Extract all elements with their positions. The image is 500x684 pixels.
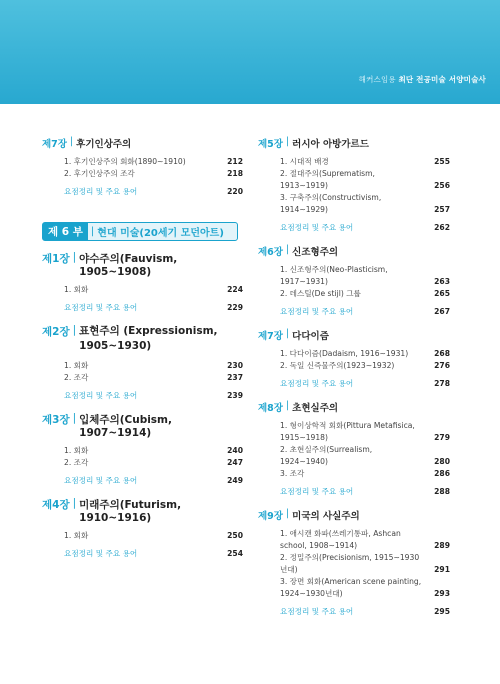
toc-entry[interactable]: 3. 구축주의(Constructivism, 1914~1929) 257 <box>280 193 450 214</box>
toc-entry[interactable]: 1. 다다이즘(Dadaism, 1916~1931) 268 <box>280 349 450 358</box>
toc-entry[interactable]: 2. 독일 신즉물주의(1923~1932) 276 <box>280 361 450 370</box>
toc-entry[interactable]: 1. 애시캔 화파(쓰레기통파, Ashcan school, 1908~1914) 289 <box>280 529 450 550</box>
chapter-title: 입체주의(Cubism, 1907~1914) <box>79 414 172 439</box>
toc-entry[interactable]: 2. 데스틸(De stijl) 그룹 265 <box>280 289 450 298</box>
toc-entry[interactable]: 1. 후기인상주의 회화(1890~1910) 212 <box>64 157 243 166</box>
chapter-heading: 제3장 | 입체주의(Cubism, 1907~1914) <box>42 412 243 439</box>
chapter-number: 제6장 <box>258 247 283 258</box>
toc-entry[interactable]: 1. 회화 224 <box>64 285 243 294</box>
toc-entry[interactable]: 1. 시대적 배경 255 <box>280 157 450 166</box>
chapter-heading: 제8장 | 초현실주의 <box>258 400 339 414</box>
book-series-title: 최단 전공미술 서양미술사 <box>398 75 486 84</box>
toc-summary-entry[interactable]: 요점정리 및 주요 용어 262 <box>280 223 450 232</box>
chapter-number: 제4장 <box>42 499 70 511</box>
chapter-number: 제2장 <box>42 326 70 338</box>
chapter-number: 제7장 <box>258 331 283 342</box>
chapter-heading: 제7장 | 다다이즘 <box>258 328 329 342</box>
toc-entry[interactable]: 2. 초현실주의(Surrealism, 1924~1940) 280 <box>280 445 450 466</box>
chapter-title: 신조형주의 <box>292 247 339 258</box>
toc-summary-entry[interactable]: 요점정리 및 주요 용어 229 <box>64 303 243 312</box>
toc-summary-entry[interactable]: 요점정리 및 주요 용어 220 <box>64 187 243 196</box>
chapter-heading: 제1장 | 야수주의(Fauvism, 1905~1908) <box>42 251 243 278</box>
chapter-heading: 제5장 | 러시아 아방가르드 <box>258 136 369 150</box>
chapter-title: 초현실주의 <box>292 403 339 414</box>
chapter-number: 제3장 <box>42 414 70 426</box>
chapter-title: 후기인상주의 <box>76 139 132 150</box>
toc-entry[interactable]: 3. 조각 286 <box>280 469 450 478</box>
toc-entry[interactable]: 2. 조각 247 <box>64 458 243 467</box>
chapter-heading: 제6장 | 신조형주의 <box>258 244 339 258</box>
chapter-title: 미래주의(Futurism, 1910~1916) <box>79 499 182 524</box>
toc-entry[interactable]: 2. 조각 237 <box>64 373 243 382</box>
chapter-heading: 제9장 | 미국의 사실주의 <box>258 508 360 522</box>
toc-entry[interactable]: 3. 장면 회화(American scene painting, 1924~1930년대) 293 <box>280 577 450 598</box>
toc-summary-entry[interactable]: 요점정리 및 주요 용어 288 <box>280 487 450 496</box>
toc-entry[interactable]: 2. 후기인상주의 조각 218 <box>64 169 243 178</box>
running-header <box>359 74 486 85</box>
toc-summary-entry[interactable]: 요점정리 및 주요 용어 278 <box>280 379 450 388</box>
chapter-heading: 제4장 | 미래주의(Futurism, 1910~1916) <box>42 497 243 524</box>
toc-entry[interactable]: 2. 정밀주의(Precisionism, 1915~1930년대) 291 <box>280 553 450 574</box>
chapter-number: 제5장 <box>258 139 283 150</box>
toc-entry[interactable]: 1. 회화 240 <box>64 446 243 455</box>
toc-summary-entry[interactable]: 요점정리 및 주요 용어 295 <box>280 607 450 616</box>
part-title: 현대 미술(20세기 모던아트) <box>97 228 224 239</box>
chapter-number: 제1장 <box>42 253 70 265</box>
toc-left-column <box>42 136 243 560</box>
toc-entry[interactable]: 1. 회화 230 <box>64 361 243 370</box>
part-banner: 제 6 부 | 현대 미술(20세기 모던아트) <box>42 222 238 241</box>
chapter-title: 미국의 사실주의 <box>292 511 360 522</box>
chapter-title: 야수주의(Fauvism, 1905~1908) <box>79 253 178 278</box>
chapter-heading: 제2장 | 표현주의 (Expressionism, 1905~1930) <box>42 324 243 354</box>
toc-right-column <box>258 136 450 618</box>
toc-summary-entry[interactable]: 요점정리 및 주요 용어 249 <box>64 476 243 485</box>
toc-entry[interactable]: 2. 절대주의(Suprematism, 1913~1919) 256 <box>280 169 450 190</box>
toc-entry[interactable]: 1. 형이상학적 회화(Pittura Metafisica, 1915~1918) 279 <box>280 421 450 442</box>
toc-summary-entry[interactable]: 요점정리 및 주요 용어 239 <box>64 391 243 400</box>
chapter-heading: 제7장 | 후기인상주의 <box>42 136 132 150</box>
toc-summary-entry[interactable]: 요점정리 및 주요 용어 267 <box>280 307 450 316</box>
publisher-name: 해커스임용 <box>358 75 396 84</box>
part-number: 제 6 부 <box>43 223 88 240</box>
header-band <box>0 0 500 104</box>
chapter-title: 표현주의 (Expressionism, 1905~1930) <box>79 325 218 352</box>
chapter-number: 제8장 <box>258 403 283 414</box>
chapter-number: 제9장 <box>258 511 283 522</box>
chapter-title: 러시아 아방가르드 <box>292 139 369 150</box>
toc-summary-entry[interactable]: 요점정리 및 주요 용어 254 <box>64 549 243 558</box>
toc-entry[interactable]: 1. 신조형주의(Neo-Plasticism, 1917~1931) 263 <box>280 265 450 286</box>
chapter-number: 제7장 <box>42 139 67 150</box>
chapter-title: 다다이즘 <box>292 331 329 342</box>
toc-entry[interactable]: 1. 회화 250 <box>64 531 243 540</box>
